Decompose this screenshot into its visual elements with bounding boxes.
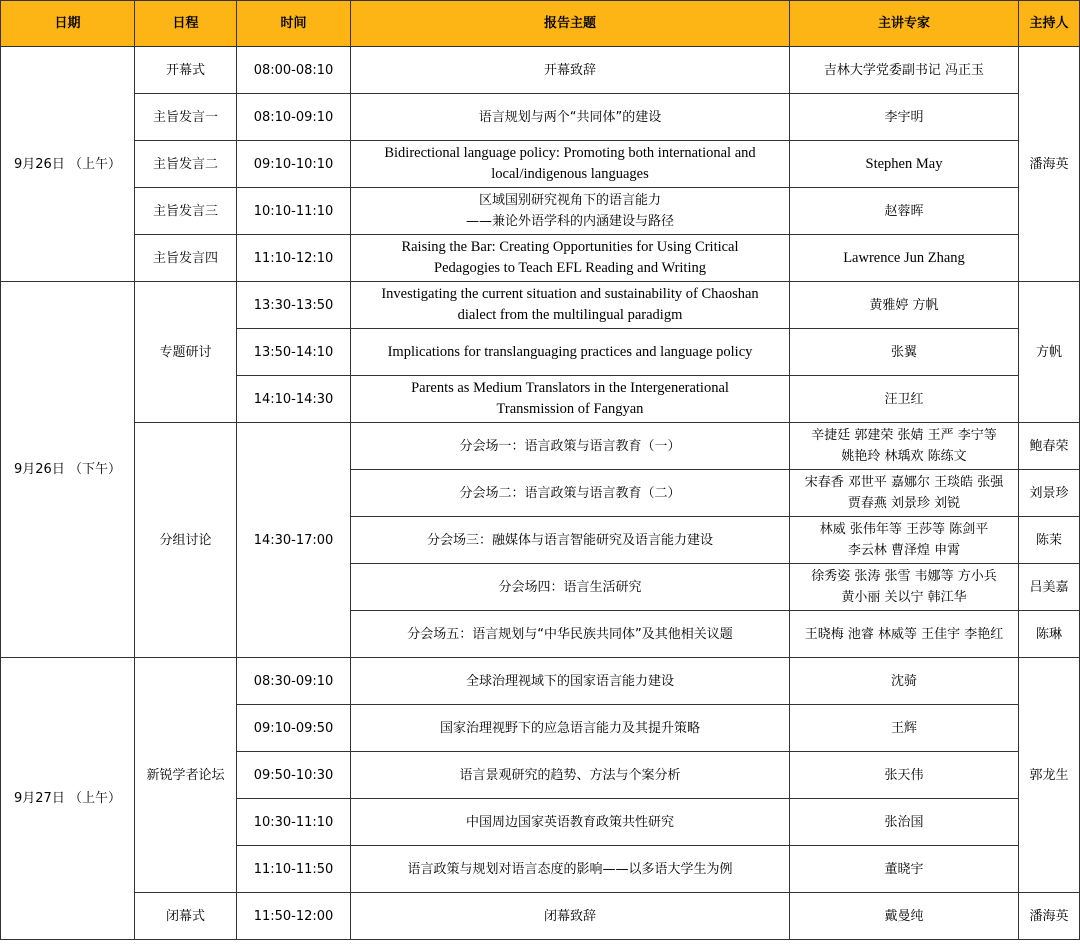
topic-cell: 区域国别研究视角下的语言能力 ——兼论外语学科的内涵建设与路径 xyxy=(351,188,790,235)
speaker-cell: 戴曼纯 xyxy=(790,893,1019,940)
host-cell: 刘景珍 xyxy=(1019,470,1080,517)
time-cell: 13:50-14:10 xyxy=(237,329,351,376)
host-cell: 陈茉 xyxy=(1019,517,1080,564)
speaker-cell: 黄雅婷 方帆 xyxy=(790,282,1019,329)
speaker-cell: Lawrence Jun Zhang xyxy=(790,235,1019,282)
speaker-cell: 徐秀姿 张涛 张雪 韦娜等 方小兵 黄小丽 关以宁 韩江华 xyxy=(790,564,1019,611)
speaker-cell: 张天伟 xyxy=(790,752,1019,799)
date-cell: 9月26日 （下午） xyxy=(1,282,135,658)
time-cell: 14:30-17:00 xyxy=(237,423,351,658)
topic-cell: 分会场二：语言政策与语言教育（二） xyxy=(351,470,790,517)
table-row xyxy=(1,141,1080,188)
header-topic: 报告主题 xyxy=(351,1,790,47)
header-date: 日期 xyxy=(1,1,135,47)
topic-cell: 中国周边国家英语教育政策共性研究 xyxy=(351,799,790,846)
topic-cell: 分会场五：语言规划与“中华民族共同体”及其他相关议题 xyxy=(351,611,790,658)
speaker-cell: 宋春香 邓世平 嘉娜尔 王琰皓 张强 贾春燕 刘景珍 刘锐 xyxy=(790,470,1019,517)
speaker-cell: 王辉 xyxy=(790,705,1019,752)
header-agenda: 日程 xyxy=(135,1,237,47)
topic-cell: 语言景观研究的趋势、方法与个案分析 xyxy=(351,752,790,799)
agenda-cell: 开幕式 xyxy=(135,47,237,94)
time-cell: 13:30-13:50 xyxy=(237,282,351,329)
speaker-cell: 张治国 xyxy=(790,799,1019,846)
date-cell: 9月26日 （上午） xyxy=(1,47,135,282)
topic-cell: Implications for translanguaging practices and language policy xyxy=(351,329,790,376)
speaker-cell: 汪卫红 xyxy=(790,376,1019,423)
agenda-cell: 闭幕式 xyxy=(135,893,237,940)
time-cell: 14:10-14:30 xyxy=(237,376,351,423)
speaker-cell: 张翼 xyxy=(790,329,1019,376)
table-row xyxy=(1,188,1080,235)
topic-cell: 分会场四：语言生活研究 xyxy=(351,564,790,611)
speaker-cell: 林威 张伟年等 王莎等 陈剑平 李云林 曹泽煌 申霄 xyxy=(790,517,1019,564)
table-row xyxy=(1,658,1080,705)
header-time: 时间 xyxy=(237,1,351,47)
host-cell: 鲍春荣 xyxy=(1019,423,1080,470)
topic-cell: 开幕致辞 xyxy=(351,47,790,94)
speaker-cell: 吉林大学党委副书记 冯正玉 xyxy=(790,47,1019,94)
table-row xyxy=(1,282,1080,329)
topic-cell: 闭幕致辞 xyxy=(351,893,790,940)
host-cell: 潘海英 xyxy=(1019,47,1080,282)
time-cell: 08:30-09:10 xyxy=(237,658,351,705)
table-row xyxy=(1,423,1080,470)
topic-cell: 全球治理视域下的国家语言能力建设 xyxy=(351,658,790,705)
topic-cell: 语言规划与两个“共同体”的建设 xyxy=(351,94,790,141)
time-cell: 09:10-10:10 xyxy=(237,141,351,188)
speaker-cell: 沈骑 xyxy=(790,658,1019,705)
agenda-cell: 主旨发言二 xyxy=(135,141,237,188)
time-cell: 10:30-11:10 xyxy=(237,799,351,846)
agenda-cell: 主旨发言三 xyxy=(135,188,237,235)
topic-cell: Parents as Medium Translators in the Intergenerational Transmission of Fangyan xyxy=(351,376,790,423)
agenda-cell: 主旨发言一 xyxy=(135,94,237,141)
header-speaker: 主讲专家 xyxy=(790,1,1019,47)
host-cell: 陈琳 xyxy=(1019,611,1080,658)
topic-cell: 分会场一：语言政策与语言教育（一） xyxy=(351,423,790,470)
table-row xyxy=(1,893,1080,940)
date-cell: 9月27日 （上午） xyxy=(1,658,135,940)
speaker-cell: 辛捷廷 郭建荣 张婧 王严 李宁等 姚艳玲 林瑀欢 陈练文 xyxy=(790,423,1019,470)
time-cell: 08:10-09:10 xyxy=(237,94,351,141)
time-cell: 11:50-12:00 xyxy=(237,893,351,940)
header-host: 主持人 xyxy=(1019,1,1080,47)
speaker-cell: Stephen May xyxy=(790,141,1019,188)
header-row xyxy=(1,1,1080,47)
speaker-cell: 赵蓉晖 xyxy=(790,188,1019,235)
time-cell: 11:10-11:50 xyxy=(237,846,351,893)
topic-cell: 语言政策与规划对语言态度的影响——以多语大学生为例 xyxy=(351,846,790,893)
speaker-cell: 董晓宇 xyxy=(790,846,1019,893)
host-cell: 潘海英 xyxy=(1019,893,1080,940)
host-cell: 郭龙生 xyxy=(1019,658,1080,893)
topic-cell: Bidirectional language policy: Promoting both international and local/indigenous languages xyxy=(351,141,790,188)
speaker-cell: 王晓梅 池睿 林威等 王佳宇 李艳红 xyxy=(790,611,1019,658)
time-cell: 08:00-08:10 xyxy=(237,47,351,94)
speaker-cell: 李宇明 xyxy=(790,94,1019,141)
table-row xyxy=(1,47,1080,94)
topic-cell: 分会场三：融媒体与语言智能研究及语言能力建设 xyxy=(351,517,790,564)
time-cell: 09:10-09:50 xyxy=(237,705,351,752)
agenda-cell: 分组讨论 xyxy=(135,423,237,658)
agenda-cell: 主旨发言四 xyxy=(135,235,237,282)
agenda-cell: 新锐学者论坛 xyxy=(135,658,237,893)
host-cell: 吕美嘉 xyxy=(1019,564,1080,611)
topic-cell: Investigating the current situation and sustainability of Chaoshan dialect from the multilingual paradigm xyxy=(351,282,790,329)
agenda-cell: 专题研讨 xyxy=(135,282,237,423)
time-cell: 09:50-10:30 xyxy=(237,752,351,799)
host-cell: 方帆 xyxy=(1019,282,1080,423)
table-row xyxy=(1,235,1080,282)
time-cell: 11:10-12:10 xyxy=(237,235,351,282)
time-cell: 10:10-11:10 xyxy=(237,188,351,235)
table-row xyxy=(1,94,1080,141)
topic-cell: 国家治理视野下的应急语言能力及其提升策略 xyxy=(351,705,790,752)
topic-cell: Raising the Bar: Creating Opportunities for Using Critical Pedagogies to Teach EFL Reading and Writing xyxy=(351,235,790,282)
